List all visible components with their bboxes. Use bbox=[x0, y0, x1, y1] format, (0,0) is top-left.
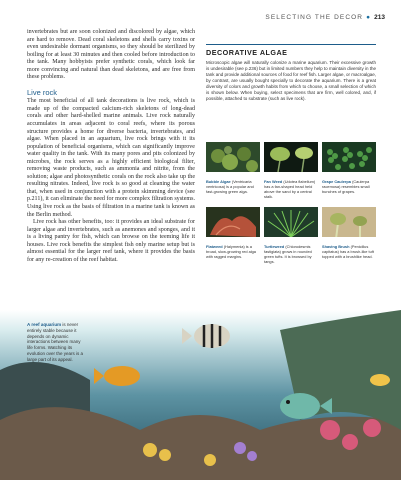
fan-weed-photo bbox=[264, 142, 318, 172]
algae-desc: (Chlorodesmis fastigiata) grows in rounded green tufts. It is browsed by tangs. bbox=[264, 244, 312, 264]
paragraph-3: Live rock has other benefits, too: it provides an ideal substrate for larger algae and invertebrates, such as anemones and sponges, and it is a living pantry for fish, which can browse on the teeming life it houses. Live rock benefits the simplest fish only marine setup but is almost essential for the larger reef tank, where it provides the basis for any re-creation of the reef habitat. bbox=[27, 219, 195, 263]
body-column bbox=[27, 29, 195, 264]
algae-box bbox=[206, 40, 376, 102]
algae-item bbox=[206, 142, 260, 199]
grape-caulerpa-photo bbox=[322, 142, 376, 172]
photo-caption bbox=[27, 322, 87, 363]
algae-name: Bubble Algae bbox=[206, 179, 231, 184]
algae-name: Shaving Brush bbox=[322, 244, 350, 249]
algae-intro: Microscopic algae will naturally colonize a marine aquarium. Their excessive growth is undesirable (see p.236) but in limited numbers they help to maintain diversity in the tank and provide additional sources of food for reef fish. Larger algae, or macroalgae, by contrast, are usually bought specially to decorate the aquarium. There is a great diversity of colors and growth habits from which to choose, a small selection of which is shown below. When buying, select specimens that are firm, well colored, and, if possible, attached to substrate (such as live rock). bbox=[206, 60, 376, 101]
algae-item bbox=[264, 142, 318, 199]
fish-icon bbox=[370, 374, 390, 386]
algae-name: Fan Weed bbox=[264, 179, 283, 184]
algae-item bbox=[322, 207, 376, 264]
algae-name: Grape Caulerpa bbox=[322, 179, 351, 184]
algae-item bbox=[206, 207, 260, 264]
algae-desc: (Caulerpa racemosa) resembles small bunches of grapes. bbox=[322, 179, 370, 194]
paragraph-1: invertebrates but are soon colonized and discolored by algae, which are hard to remove. Dead coral skeletons and shells carry toxins or even undesirable dormant organisms, so they should be sterilized by boiling for at least 30 minutes and then cooled before introduction to the tank. Many hobbyists prefer synthetic corals, which look far more convincing and natural than dead skeletons, and are free from these problems. bbox=[27, 29, 195, 81]
algae-desc: (Udotea flabellum) has a fan-shaped head held above the sand by a central stalk. bbox=[264, 179, 316, 199]
live-rock-heading: Live rock bbox=[27, 87, 58, 97]
bullet-icon: ● bbox=[366, 14, 372, 21]
caption-lead: A reef aquarium bbox=[27, 322, 62, 327]
algae-name: Flatweed bbox=[206, 244, 223, 249]
algae-item bbox=[322, 142, 376, 199]
algae-grid-row-1 bbox=[206, 142, 376, 199]
flatweed-photo bbox=[206, 207, 260, 237]
algae-name: Turtleweed bbox=[264, 244, 285, 249]
running-header bbox=[265, 14, 385, 21]
algae-desc: (Penicillus capitatus) has a brush-like tuft topped with a brushlike head. bbox=[322, 244, 374, 259]
caption-text: is never entirely stable because it depends on dynamic interactions between many life forms. Watching its evolution over the years is a large part of its appeal. bbox=[27, 322, 84, 362]
algae-desc: (Ventricaria ventricosa) is a popular and fast-growing green alga. bbox=[206, 179, 254, 194]
algae-desc: (Halymenia) is a broad, slow-growing red alga with ragged margins. bbox=[206, 244, 256, 259]
section-title: SELECTING THE DECOR bbox=[265, 14, 364, 21]
algae-item bbox=[264, 207, 318, 264]
algae-grid-row-2 bbox=[206, 207, 376, 264]
page-number: 213 bbox=[374, 14, 385, 21]
algae-title: DECORATIVE ALGAE bbox=[206, 44, 376, 57]
paragraph-2: The most beneficial of all tank decorations is live rock, which is made up of the compacted calcium-rich skeletons of long-dead corals and other hard-shelled marine animals. Live rock naturally accumulates in areas adjacent to coral reefs, where its porous structure provides a home for diverse bacteria, invertebrates, and algae. When placed in an aquarium, live rock brings with it its population of beneficial organisms, which can significantly improve water quality in the tank. With its many pores and pits colonized by microbes, the rock serves as a highly efficient biological filter, removing waste products, such as ammonia and nitrite, from the solution; algae and photosynthetic corals on the rock also take up the resulting nitrates. Indeed, live rock is so good at cleaning the water that, when used in conjunction with a protein skimming device (see p.211), it can eliminate the need for more complex filtration systems. Using live rock as the basis of filtration in a marine tank is known as the Berlin method. bbox=[27, 98, 195, 218]
turtleweed-photo bbox=[264, 207, 318, 237]
shaving-brush-photo bbox=[322, 207, 376, 237]
bubble-algae-photo bbox=[206, 142, 260, 172]
